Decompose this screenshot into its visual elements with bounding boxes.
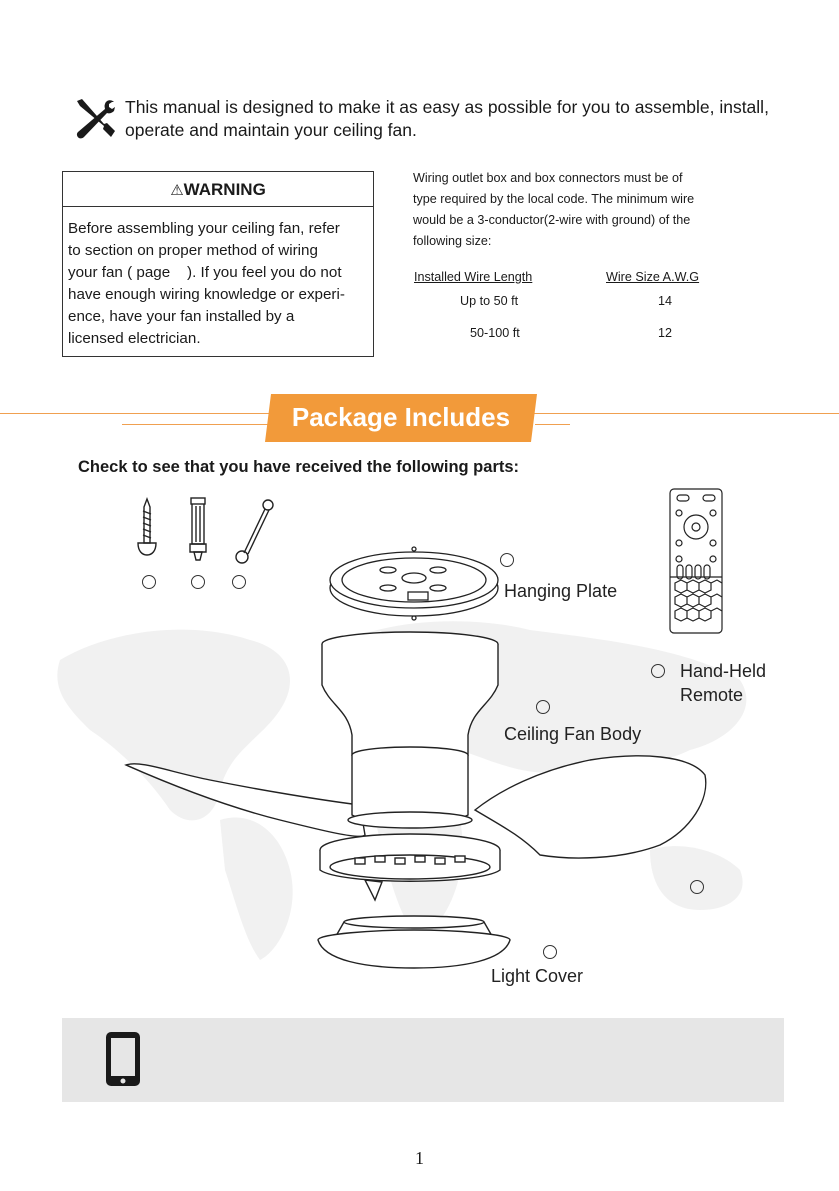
wiring-line: type required by the local code. The minimum wire — [413, 192, 695, 206]
warning-line: licensed electrician. — [68, 330, 201, 347]
part-number-circle — [536, 700, 550, 714]
part-number-circle — [500, 553, 514, 567]
warning-title: WARNING — [183, 180, 266, 199]
hanging-plate-drawing — [328, 540, 500, 630]
light-cover-drawing — [314, 912, 514, 972]
part-number-circle — [191, 575, 205, 589]
warning-box — [62, 171, 374, 357]
wire-table-cell: 50-100 ft — [470, 326, 520, 340]
page-number: 1 — [415, 1148, 424, 1168]
tools-icon — [74, 98, 118, 140]
wire-table-cell: 14 — [658, 294, 673, 308]
remote-label-line-1: Hand-Held — [680, 661, 767, 681]
part-number-circle — [543, 945, 557, 959]
warning-text — [68, 218, 370, 350]
ceiling-fan-drawing — [120, 630, 720, 920]
screw-icon — [134, 497, 160, 563]
wiring-text — [413, 168, 753, 252]
section-title: Package Includes — [291, 402, 511, 432]
warning-line: Before assembling your ceiling fan, refer — [68, 220, 340, 237]
divider-line — [0, 413, 275, 414]
divider-line — [122, 424, 272, 425]
light-cover-label: Light Cover — [491, 966, 584, 986]
wire-table-header-length: Installed Wire Length — [414, 270, 533, 284]
key-icon — [232, 497, 276, 567]
divider-line — [530, 413, 839, 414]
intro-text — [125, 96, 805, 142]
check-text: Check to see that you have received the following parts: — [78, 458, 520, 476]
wire-table-cell: Up to 50 ft — [460, 294, 519, 308]
part-number-circle — [232, 575, 246, 589]
part-number-circle — [651, 664, 665, 678]
wire-table-header-size: Wire Size A.W.G — [606, 270, 700, 284]
fan-body-label: Ceiling Fan Body — [504, 724, 642, 744]
wiring-line: would be a 3-conductor(2-wire with ground) of the — [413, 213, 691, 227]
app-info-bar — [62, 1018, 784, 1102]
divider-line — [535, 424, 570, 425]
intro-line-1: This manual is designed to make it as easy as possible for you to assemble, install, — [125, 97, 769, 117]
part-number-circle — [142, 575, 156, 589]
warning-icon: ⚠ — [170, 182, 184, 199]
remote-label-line-2: Remote — [680, 685, 744, 705]
hanging-plate-label: Hanging Plate — [504, 581, 618, 601]
warning-line: ence, have your fan installed by a — [68, 308, 295, 325]
wiring-line: Wiring outlet box and box connectors must be of — [413, 171, 683, 185]
smartphone-icon — [104, 1030, 142, 1088]
warning-header — [63, 172, 373, 207]
wire-connector-icon — [184, 496, 214, 566]
wiring-line: following size: — [413, 234, 492, 248]
part-number-circle — [690, 880, 704, 894]
wire-table-cell: 12 — [658, 326, 673, 340]
warning-line: your fan ( page ). If you feel you do not — [68, 264, 342, 281]
remote-icon — [667, 487, 725, 635]
warning-line: to section on proper method of wiring — [68, 242, 318, 259]
intro-line-2: operate and maintain your ceiling fan. — [125, 120, 417, 140]
warning-line: have enough wiring knowledge or experi- — [68, 286, 345, 303]
